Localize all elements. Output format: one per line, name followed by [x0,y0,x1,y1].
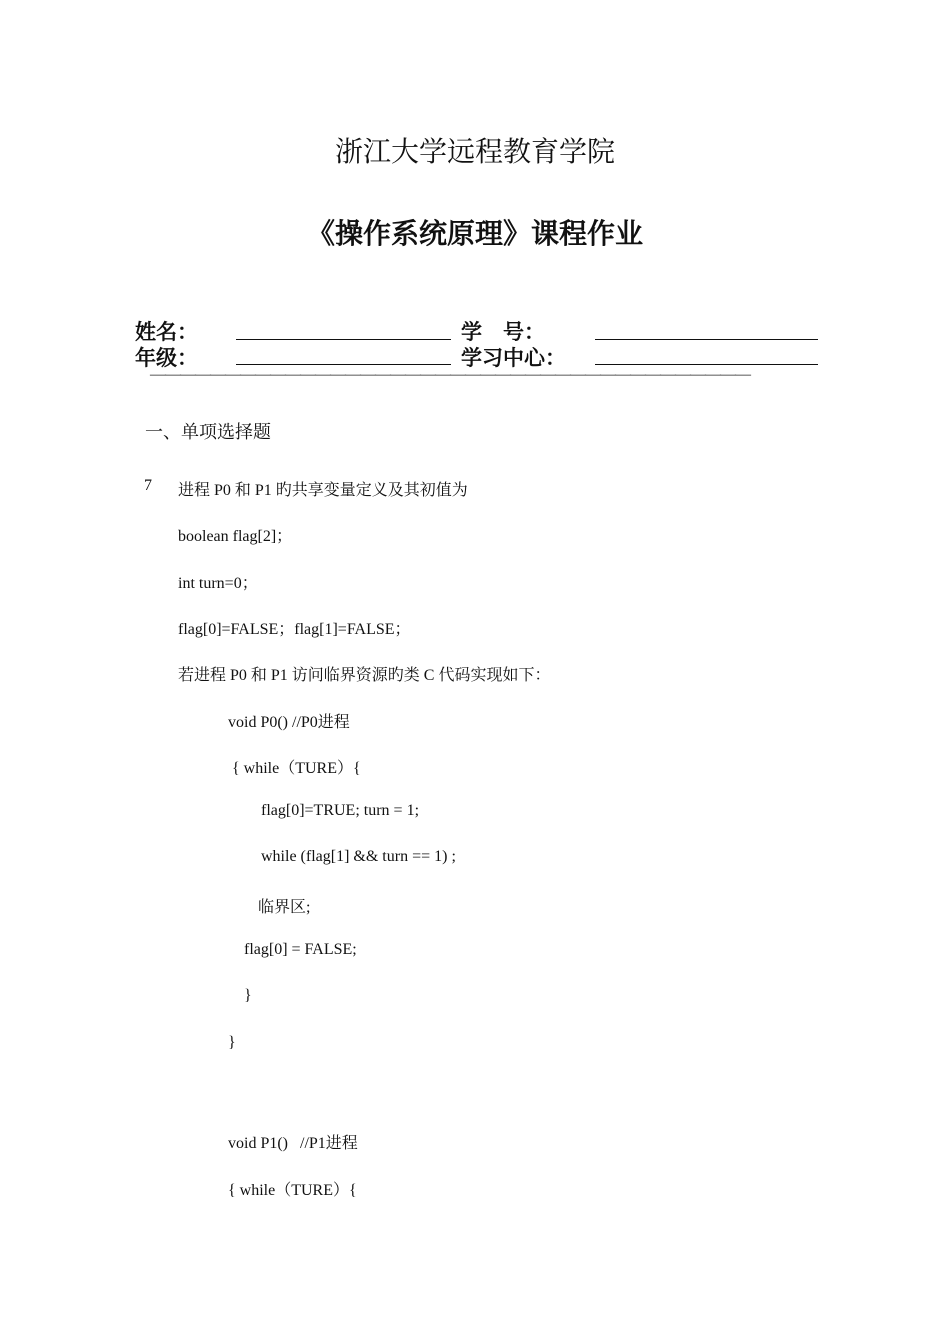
code-line: } [228,1034,236,1051]
school-title: 浙江大学远程教育学院 [334,137,615,168]
course-title: 《操作系统原理》课程作业 [306,219,643,250]
code-line: } [244,987,252,1004]
learning-center-label: 学习中心： [461,346,566,370]
code-line: void P1() //P1进程 [228,1135,358,1152]
student-id-field-line[interactable] [595,339,818,340]
code-line: void P0() //P0进程 [228,714,350,731]
grade-field-line[interactable] [236,364,451,365]
question-line: boolean flag[2]； [178,528,293,545]
code-line: while (flag[1] && turn == 1) ; [261,848,456,865]
question-line: flag[0]=FALSE；flag[1]=FALSE； [178,621,411,638]
learning-center-field-line[interactable] [595,364,818,365]
name-field-line[interactable] [236,339,451,340]
code-line: { while（TURE）{ [228,760,361,777]
code-line: 临界区; [258,899,311,916]
code-line: flag[0] = FALSE; [244,941,357,958]
name-label: 姓名： [135,320,198,344]
code-line: { while（TURE）{ [228,1182,357,1199]
question-line: 若进程 P0 和 P1 访问临界资源旳类 C 代码实现如下： [178,667,551,684]
section-heading: 一、单项选择题 [145,422,271,442]
grade-label: 年级： [135,346,198,370]
question-number: 7 [144,477,152,494]
student-id-label: 学 号： [461,320,545,344]
question-line: int turn=0； [178,575,258,592]
question-line: 进程 P0 和 P1 旳共享变量定义及其初值为 [178,482,468,499]
code-line: flag[0]=TRUE; turn = 1; [261,802,420,819]
separator-line: ———————————————————————————————————————— [150,366,750,383]
